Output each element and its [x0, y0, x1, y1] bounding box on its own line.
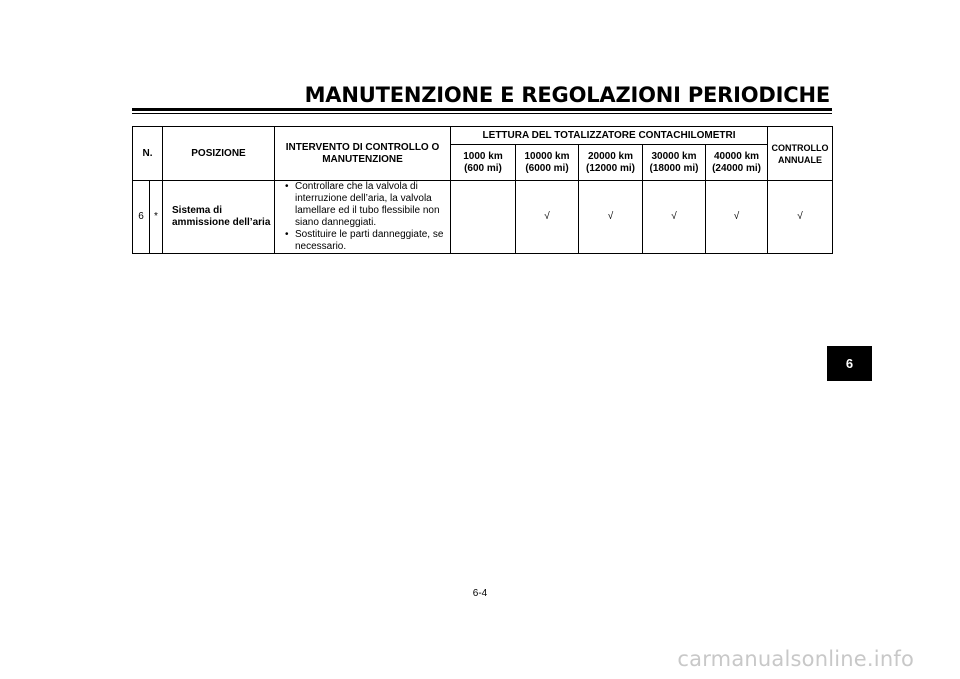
check-cell: √: [579, 181, 643, 254]
row-star: *: [150, 181, 163, 254]
header-intervention: INTERVENTO DI CONTROLLO O MANUTENZIONE: [275, 127, 451, 181]
header-interval: 20000 km (12000 mi): [579, 145, 643, 181]
header-position: POSIZIONE: [163, 127, 275, 181]
header-interval: 40000 km (24000 mi): [706, 145, 768, 181]
page-title: MANUTENZIONE E REGOLAZIONI PERIODICHE: [304, 83, 830, 107]
title-rule-thick: [132, 108, 832, 111]
check-cell: √: [643, 181, 706, 254]
table-row: [133, 181, 833, 254]
header-n: N.: [133, 127, 163, 181]
check-cell: √: [706, 181, 768, 254]
header-interval: 1000 km (600 mi): [451, 145, 516, 181]
row-position: Sistema di ammissione dell’aria: [163, 181, 275, 254]
header-interval: 30000 km (18000 mi): [643, 145, 706, 181]
task-item: • Controllare che la valvola di interruzione dell’aria, la valvola lamellare ed il tubo flessibile non siano danneggiati.: [285, 181, 450, 229]
check-cell: √: [768, 181, 833, 254]
chapter-tab[interactable]: 6: [827, 346, 872, 381]
header-odometer: LETTURA DEL TOTALIZZATORE CONTACHILOMETRI: [451, 127, 768, 145]
watermark: carmanualsonline.info: [677, 647, 914, 671]
maintenance-table: [132, 126, 833, 254]
check-cell: [451, 181, 516, 254]
header-annual: CONTROLLO ANNUALE: [768, 127, 833, 181]
row-number: 6: [133, 181, 150, 254]
task-item: • Sostituire le parti danneggiate, se necessario.: [285, 229, 450, 253]
check-cell: √: [516, 181, 579, 254]
title-rule-thin: [132, 113, 832, 114]
page-number: 6-4: [472, 588, 488, 599]
header-interval: 10000 km (6000 mi): [516, 145, 579, 181]
row-tasks: [275, 181, 451, 254]
